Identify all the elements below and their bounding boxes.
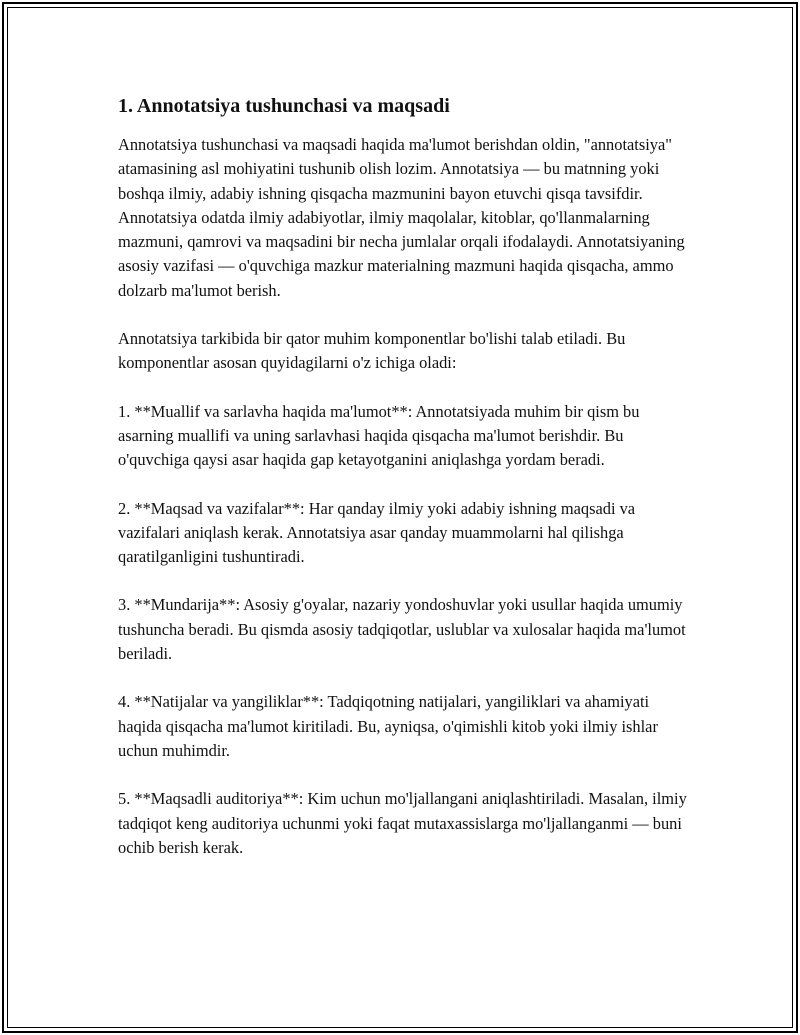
list-item-results: 4. **Natijalar va yangiliklar**: Tadqiqotning natijalari, yangiliklari va ahamiyati haqida qisqacha ma'lumot kiritiladi. Bu, ayniqsa, o'qimishli kitob yoki ilmiy ishlar uchun muhimdir. (118, 692, 658, 760)
section-heading: 1. Annotatsiya tushunchasi va maqsadi (118, 95, 450, 117)
list-item-goals-tasks: 2. **Maqsad va vazifalar**: Har qanday ilmiy yoki adabiy ishning maqsadi va vazifalari aniqlash kerak. Annotatsiya asar qanday muammolarni hal qilishga qaratilganligini tushuntiradi. (118, 498, 636, 567)
paragraph-components-intro: Annotatsiya tarkibida bir qator muhim komponentlar bo'lishi talab etiladi. Bu komponentlar asosan quyidagilarni o'z ichiga oladi: (118, 329, 626, 373)
paragraph-definition: Annotatsiya tushunchasi va maqsadi haqida ma'lumot berishdan oldin, "annotatsiya" atamasining asl mohiyatini tushunib olish lozim. Annotatsiya — bu matnning yoki boshqa ilmiy, adabiy ishning qisqacha mazmunini bayon etuvchi qisqa tavsifdir. Annotatsiya odatda ilmiy adabiyotlar, ilmiy maqolalar, kitoblar, qo'llanmalarning mazmuni, qamrovi va maqsadini bir necha jumlalar orqali ifodalaydi. Annotatsiyaning asosiy vazifasi — o'quvchiga mazkur materialning mazmuni haqida qisqacha, ammo dolzarb ma'lumot berish. (118, 135, 685, 300)
list-item-target-audience: 5. **Maqsadli auditoriya**: Kim uchun mo'ljallangani aniqlashtiriladi. Masalan, ilmiy tadqiqot keng auditoriya uchunmi yoki faqat mutaxassislarga mo'ljallanganmi — buni ochib berish kerak. (118, 789, 687, 857)
list-item-author-title: 1. **Muallif va sarlavha haqida ma'lumot**: Annotatsiyada muhim bir qism bu asarning muallifi va uning sarlavhasi haqida qisqacha ma'lumot berishdir. Bu o'quvchiga qaysi asar haqida gap ketayotganini aniqlashga yordam beradi. (118, 401, 640, 470)
document-body (118, 92, 688, 884)
list-item-contents: 3. **Mundarija**: Asosiy g'oyalar, nazariy yondoshuvlar yoki usullar haqida umumiy tushuncha beradi. Bu qismda asosiy tadqiqotlar, uslublar va xulosalar haqida ma'lumot beriladi. (118, 595, 686, 664)
